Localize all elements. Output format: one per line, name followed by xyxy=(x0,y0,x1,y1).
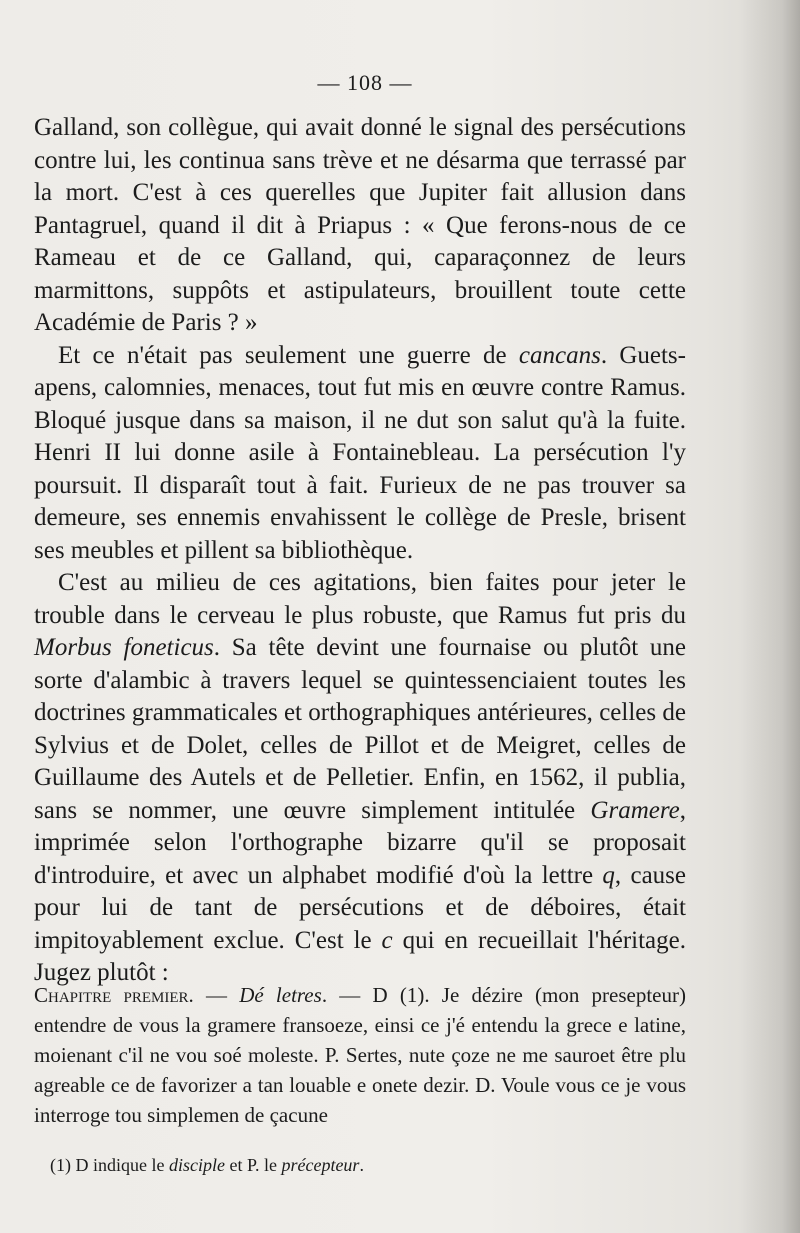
footnote: (1) D indique le disciple et P. le précepteur. xyxy=(50,1155,364,1175)
dialogue-text: D (1). Je dézire (mon presepteur) entendre de vous la gramere fransoeze, einsi ce j'é entendu la grece e latine, moienant c'il ne vou soé moleste. P. Sertes, nute çoze ne me sauroet être plu agreable ce de favorizer a tan louable e onete dezir. D. Voule vous ce je vous interroge tou simplemen de çacune xyxy=(34,983,686,1127)
paragraph-2: Et ce n'était pas seulement une guerre de cancans. Guets-apens, calomnies, menaces, tout fut mis en œuvre contre Ramus. Bloqué jusque dans sa maison, il ne dut son salut qu'à la fuite. Henri II lui donne asile à Fontainebleau. La persécution l'y poursuit. Il disparaît tout à fait. Furieux de ne pas trouver sa demeure, ses ennemis envahissent le collège de Presle, brisent ses meubles et pillent sa bibliothèque. xyxy=(34,341,686,564)
italic-cancans: cancans xyxy=(518,341,601,369)
paragraph-3: C'est au milieu de ces agitations, bien faites pour jeter le trouble dans le cerveau le plus robuste, que Ramus fut pris du Morbus foneticus. Sa tête devint une fournaise ou plutôt une sorte d'alambic à travers lequel se quintessenciaient toutes les doctrines grammaticales et orthographiques antérieures, celles de Sylvius et de Dolet, celles de Pillot et de Meigret, celles de Guillaume des Autels et de Pelletier. Enfin, en 1562, il publia, sans se nommer, une œuvre simplement intitulée Gramere, imprimée selon l'orthographe bizarre qu'il se proposait d'introduire, et avec un alphabet modifié d'où la lettre q, cause pour lui de tant de persécutions et de déboires, était impitoyablement exclue. C'est le c qui en recueillait l'héritage. Jugez plutôt : xyxy=(34,569,686,986)
chapter-title: Dé letres xyxy=(239,983,322,1007)
page-number: — 108 — xyxy=(317,70,413,95)
italic-q: q xyxy=(602,861,615,889)
italic-morbus: Morbus foneticus xyxy=(34,634,214,661)
italic-gramere: Gramere xyxy=(590,796,680,824)
chapter-heading: Chapitre premier. xyxy=(34,983,194,1007)
page-edge-shadow xyxy=(740,0,800,1233)
italic-c: c xyxy=(381,926,393,954)
paragraph-1: Galland, son collègue, qui avait donné le signal des persécutions contre lui, les continua sans trève et ne désarma que terrassé par la mort. C'est à ces querelles que Jupiter fait allusion dans Pantagruel, quand il dit à Priapus : « Que ferons-nous de ce Rameau et de ce Galland, qui, caparaçonnez de leurs marmittons, suppôts et astipulateurs, brouillent toute cette Académie de Paris ? » xyxy=(34,114,686,336)
dialogue-excerpt: Chapitre premier. — Dé letres. — D (1). Je dézire (mon presepteur) entendre de vous la gramere fransoeze, einsi ce j'é entendu la grece e latine, moienant c'il ne vou soé moleste. P. Sertes, nute çoze ne me sauroet être plu agreable ce de favorizer a tan louable e onete dezir. D. Voule vous ce je vous interroge tou simplemen de çacune xyxy=(34,983,686,1127)
main-text xyxy=(34,112,686,990)
